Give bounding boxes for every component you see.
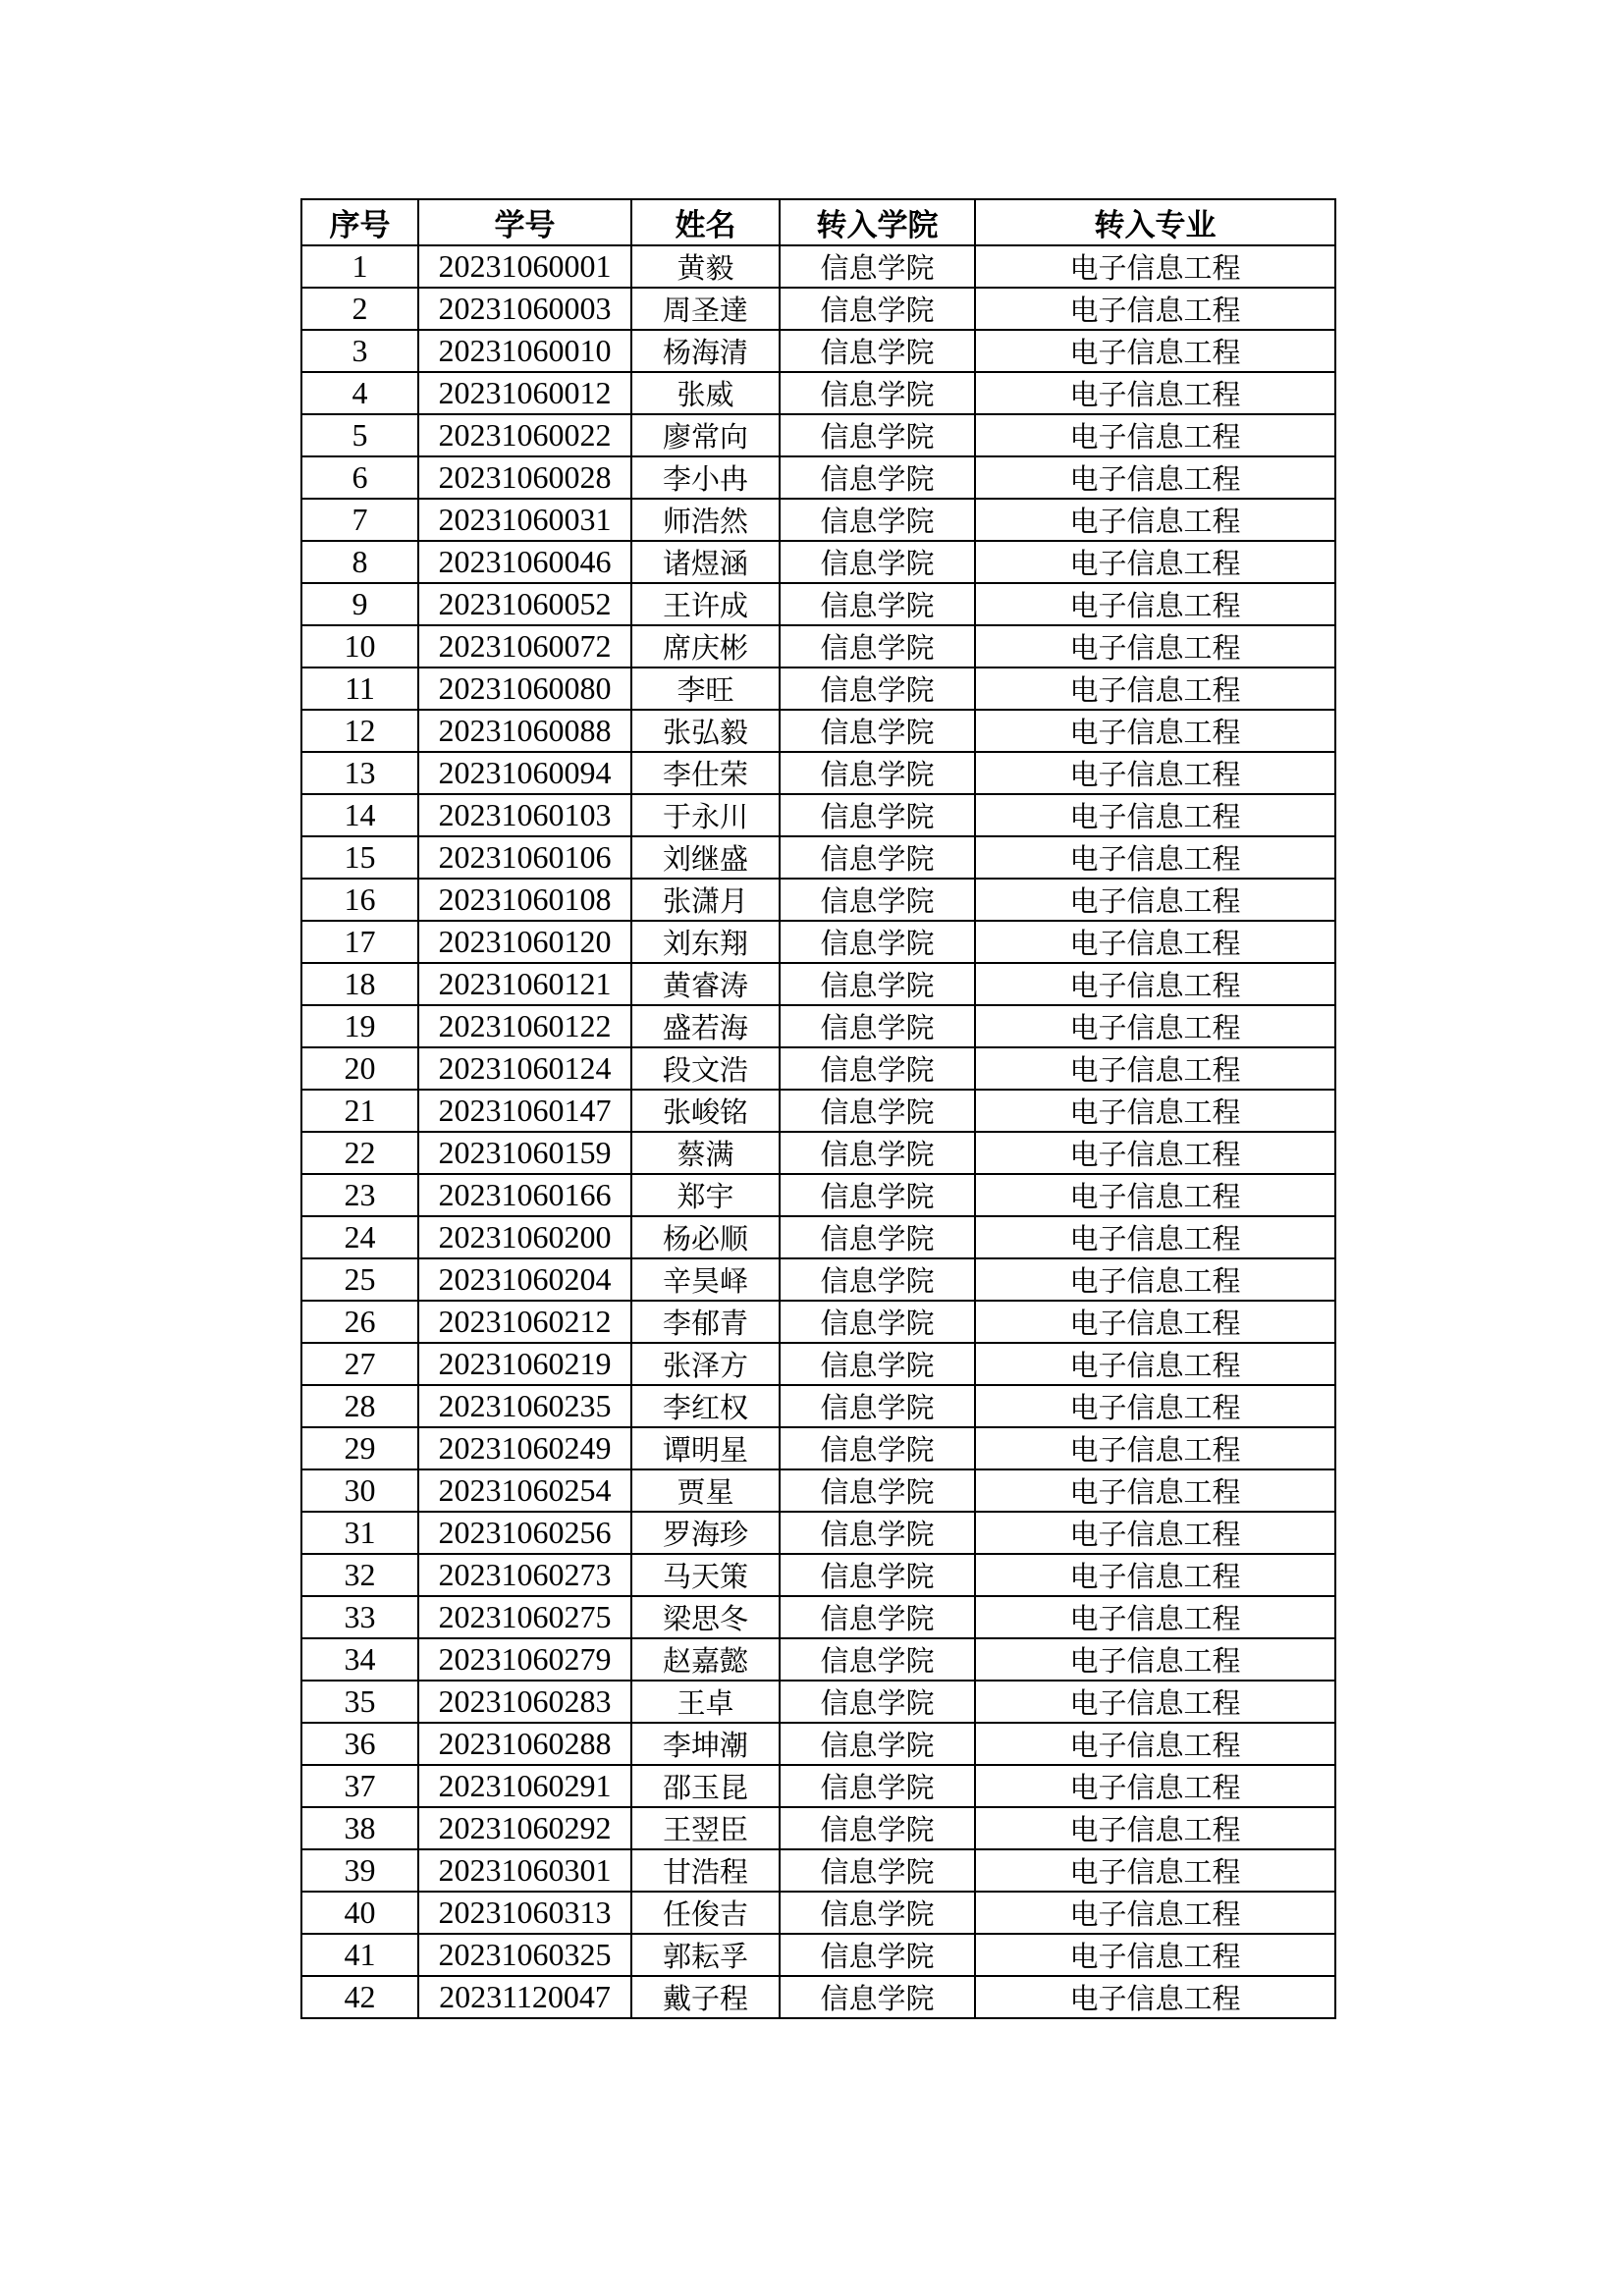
cell-seq: 34 [301, 1638, 418, 1681]
cell-student-id: 20231060283 [418, 1681, 631, 1723]
cell-major: 电子信息工程 [975, 1723, 1335, 1765]
table-row [301, 710, 1335, 752]
cell-college: 信息学院 [780, 1343, 975, 1385]
cell-student-id: 20231060254 [418, 1469, 631, 1512]
cell-student-id: 20231060122 [418, 1005, 631, 1047]
cell-seq: 37 [301, 1765, 418, 1807]
table-row [301, 1301, 1335, 1343]
cell-name: 段文浩 [631, 1047, 780, 1090]
table-row [301, 1849, 1335, 1892]
cell-major: 电子信息工程 [975, 836, 1335, 879]
cell-college: 信息学院 [780, 1723, 975, 1765]
cell-student-id: 20231060249 [418, 1427, 631, 1469]
cell-name: 师浩然 [631, 499, 780, 541]
cell-seq: 32 [301, 1554, 418, 1596]
cell-college: 信息学院 [780, 1469, 975, 1512]
cell-name: 王许成 [631, 583, 780, 625]
cell-major: 电子信息工程 [975, 1681, 1335, 1723]
cell-seq: 10 [301, 625, 418, 667]
cell-student-id: 20231060072 [418, 625, 631, 667]
cell-seq: 2 [301, 288, 418, 330]
cell-student-id: 20231060292 [418, 1807, 631, 1849]
cell-college: 信息学院 [780, 583, 975, 625]
cell-name: 席庆彬 [631, 625, 780, 667]
cell-name: 辛昊峄 [631, 1258, 780, 1301]
cell-seq: 33 [301, 1596, 418, 1638]
table-row [301, 1512, 1335, 1554]
cell-major: 电子信息工程 [975, 330, 1335, 372]
table-row [301, 1385, 1335, 1427]
cell-college: 信息学院 [780, 1132, 975, 1174]
cell-seq: 39 [301, 1849, 418, 1892]
cell-seq: 22 [301, 1132, 418, 1174]
cell-student-id: 20231060088 [418, 710, 631, 752]
cell-name: 贾星 [631, 1469, 780, 1512]
cell-seq: 18 [301, 963, 418, 1005]
cell-major: 电子信息工程 [975, 499, 1335, 541]
cell-college: 信息学院 [780, 1596, 975, 1638]
cell-seq: 40 [301, 1892, 418, 1934]
cell-college: 信息学院 [780, 372, 975, 414]
cell-student-id: 20231060159 [418, 1132, 631, 1174]
cell-major: 电子信息工程 [975, 710, 1335, 752]
cell-student-id: 20231060108 [418, 879, 631, 921]
cell-student-id: 20231060166 [418, 1174, 631, 1216]
cell-college: 信息学院 [780, 1385, 975, 1427]
table-row [301, 1765, 1335, 1807]
header-major: 转入专业 [975, 199, 1335, 245]
cell-seq: 28 [301, 1385, 418, 1427]
cell-major: 电子信息工程 [975, 372, 1335, 414]
cell-major: 电子信息工程 [975, 1976, 1335, 2018]
header-student-id: 学号 [418, 199, 631, 245]
cell-name: 张潇月 [631, 879, 780, 921]
cell-major: 电子信息工程 [975, 625, 1335, 667]
cell-student-id: 20231060106 [418, 836, 631, 879]
cell-seq: 6 [301, 456, 418, 499]
cell-name: 杨海清 [631, 330, 780, 372]
cell-seq: 27 [301, 1343, 418, 1385]
cell-name: 甘浩程 [631, 1849, 780, 1892]
cell-major: 电子信息工程 [975, 1849, 1335, 1892]
table-row [301, 1427, 1335, 1469]
cell-name: 赵嘉懿 [631, 1638, 780, 1681]
cell-college: 信息学院 [780, 1849, 975, 1892]
table-row [301, 1681, 1335, 1723]
cell-college: 信息学院 [780, 667, 975, 710]
table-row [301, 330, 1335, 372]
cell-student-id: 20231060010 [418, 330, 631, 372]
cell-student-id: 20231060204 [418, 1258, 631, 1301]
cell-college: 信息学院 [780, 879, 975, 921]
cell-college: 信息学院 [780, 710, 975, 752]
table-row [301, 499, 1335, 541]
cell-college: 信息学院 [780, 1005, 975, 1047]
cell-seq: 29 [301, 1427, 418, 1469]
table-row [301, 1216, 1335, 1258]
cell-college: 信息学院 [780, 921, 975, 963]
cell-major: 电子信息工程 [975, 1427, 1335, 1469]
cell-student-id: 20231060291 [418, 1765, 631, 1807]
cell-major: 电子信息工程 [975, 1301, 1335, 1343]
cell-major: 电子信息工程 [975, 288, 1335, 330]
cell-name: 蔡满 [631, 1132, 780, 1174]
cell-student-id: 20231060325 [418, 1934, 631, 1976]
cell-seq: 15 [301, 836, 418, 879]
table-row [301, 625, 1335, 667]
cell-student-id: 20231060052 [418, 583, 631, 625]
cell-student-id: 20231060313 [418, 1892, 631, 1934]
cell-name: 刘继盛 [631, 836, 780, 879]
cell-student-id: 20231060080 [418, 667, 631, 710]
cell-seq: 21 [301, 1090, 418, 1132]
cell-student-id: 20231060212 [418, 1301, 631, 1343]
cell-seq: 14 [301, 794, 418, 836]
cell-major: 电子信息工程 [975, 1174, 1335, 1216]
cell-student-id: 20231060022 [418, 414, 631, 456]
cell-seq: 9 [301, 583, 418, 625]
cell-college: 信息学院 [780, 330, 975, 372]
cell-major: 电子信息工程 [975, 1892, 1335, 1934]
cell-student-id: 20231060279 [418, 1638, 631, 1681]
cell-major: 电子信息工程 [975, 1047, 1335, 1090]
cell-seq: 8 [301, 541, 418, 583]
cell-student-id: 20231060219 [418, 1343, 631, 1385]
cell-major: 电子信息工程 [975, 752, 1335, 794]
table-row [301, 963, 1335, 1005]
table-row [301, 1976, 1335, 2018]
cell-seq: 35 [301, 1681, 418, 1723]
cell-seq: 11 [301, 667, 418, 710]
cell-name: 郑宇 [631, 1174, 780, 1216]
cell-student-id: 20231060301 [418, 1849, 631, 1892]
cell-major: 电子信息工程 [975, 456, 1335, 499]
cell-student-id: 20231060147 [418, 1090, 631, 1132]
table-row [301, 541, 1335, 583]
cell-seq: 30 [301, 1469, 418, 1512]
cell-major: 电子信息工程 [975, 1005, 1335, 1047]
table-header [301, 199, 1335, 245]
cell-name: 李郁青 [631, 1301, 780, 1343]
cell-major: 电子信息工程 [975, 1765, 1335, 1807]
cell-name: 李坤潮 [631, 1723, 780, 1765]
cell-name: 廖常向 [631, 414, 780, 456]
cell-seq: 31 [301, 1512, 418, 1554]
cell-college: 信息学院 [780, 245, 975, 288]
table-body [301, 245, 1335, 2018]
cell-college: 信息学院 [780, 1090, 975, 1132]
cell-student-id: 20231060094 [418, 752, 631, 794]
cell-college: 信息学院 [780, 1807, 975, 1849]
table-row [301, 667, 1335, 710]
table-row [301, 1005, 1335, 1047]
cell-name: 李仕荣 [631, 752, 780, 794]
header-seq: 序号 [301, 199, 418, 245]
cell-college: 信息学院 [780, 1638, 975, 1681]
cell-name: 任俊吉 [631, 1892, 780, 1934]
cell-name: 周圣達 [631, 288, 780, 330]
cell-student-id: 20231060012 [418, 372, 631, 414]
cell-student-id: 20231060120 [418, 921, 631, 963]
cell-major: 电子信息工程 [975, 1132, 1335, 1174]
cell-name: 戴子程 [631, 1976, 780, 2018]
cell-student-id: 20231060256 [418, 1512, 631, 1554]
table-row [301, 1596, 1335, 1638]
cell-name: 诸煜涵 [631, 541, 780, 583]
cell-name: 张威 [631, 372, 780, 414]
cell-seq: 24 [301, 1216, 418, 1258]
cell-major: 电子信息工程 [975, 1385, 1335, 1427]
cell-college: 信息学院 [780, 1976, 975, 2018]
table-row [301, 372, 1335, 414]
cell-seq: 20 [301, 1047, 418, 1090]
cell-major: 电子信息工程 [975, 794, 1335, 836]
cell-major: 电子信息工程 [975, 879, 1335, 921]
table-row [301, 1258, 1335, 1301]
cell-student-id: 20231060273 [418, 1554, 631, 1596]
cell-student-id: 20231060001 [418, 245, 631, 288]
cell-name: 盛若海 [631, 1005, 780, 1047]
cell-name: 刘东翔 [631, 921, 780, 963]
table-row [301, 836, 1335, 879]
cell-student-id: 20231060288 [418, 1723, 631, 1765]
cell-major: 电子信息工程 [975, 1807, 1335, 1849]
cell-name: 李小冉 [631, 456, 780, 499]
cell-seq: 41 [301, 1934, 418, 1976]
cell-college: 信息学院 [780, 414, 975, 456]
table-row [301, 245, 1335, 288]
table-row [301, 752, 1335, 794]
cell-major: 电子信息工程 [975, 245, 1335, 288]
cell-student-id: 20231060121 [418, 963, 631, 1005]
cell-student-id: 20231060124 [418, 1047, 631, 1090]
header-college: 转入学院 [780, 199, 975, 245]
cell-seq: 25 [301, 1258, 418, 1301]
cell-seq: 17 [301, 921, 418, 963]
cell-major: 电子信息工程 [975, 667, 1335, 710]
cell-name: 张弘毅 [631, 710, 780, 752]
table-row [301, 1934, 1335, 1976]
cell-college: 信息学院 [780, 1174, 975, 1216]
cell-student-id: 20231060103 [418, 794, 631, 836]
cell-student-id: 20231060235 [418, 1385, 631, 1427]
cell-name: 马天策 [631, 1554, 780, 1596]
cell-college: 信息学院 [780, 1427, 975, 1469]
cell-seq: 19 [301, 1005, 418, 1047]
cell-name: 张峻铭 [631, 1090, 780, 1132]
cell-seq: 4 [301, 372, 418, 414]
cell-college: 信息学院 [780, 1216, 975, 1258]
cell-major: 电子信息工程 [975, 1512, 1335, 1554]
cell-college: 信息学院 [780, 1512, 975, 1554]
table-row [301, 1132, 1335, 1174]
cell-name: 于永川 [631, 794, 780, 836]
table-row [301, 1807, 1335, 1849]
cell-name: 王翌臣 [631, 1807, 780, 1849]
table-row [301, 794, 1335, 836]
cell-college: 信息学院 [780, 1934, 975, 1976]
cell-name: 李红权 [631, 1385, 780, 1427]
table-row [301, 879, 1335, 921]
table-row [301, 583, 1335, 625]
cell-college: 信息学院 [780, 1892, 975, 1934]
table-row [301, 1469, 1335, 1512]
cell-name: 黄毅 [631, 245, 780, 288]
cell-name: 黄睿涛 [631, 963, 780, 1005]
cell-student-id: 20231060028 [418, 456, 631, 499]
table-row [301, 1892, 1335, 1934]
cell-college: 信息学院 [780, 499, 975, 541]
table-row [301, 1638, 1335, 1681]
cell-college: 信息学院 [780, 836, 975, 879]
cell-name: 谭明星 [631, 1427, 780, 1469]
table-row [301, 414, 1335, 456]
cell-seq: 26 [301, 1301, 418, 1343]
cell-major: 电子信息工程 [975, 1090, 1335, 1132]
cell-major: 电子信息工程 [975, 1638, 1335, 1681]
cell-seq: 36 [301, 1723, 418, 1765]
header-name: 姓名 [631, 199, 780, 245]
cell-major: 电子信息工程 [975, 1554, 1335, 1596]
cell-major: 电子信息工程 [975, 583, 1335, 625]
cell-seq: 42 [301, 1976, 418, 2018]
cell-college: 信息学院 [780, 1554, 975, 1596]
table-row [301, 1174, 1335, 1216]
cell-student-id: 20231060031 [418, 499, 631, 541]
header-row [301, 199, 1335, 245]
cell-college: 信息学院 [780, 1765, 975, 1807]
table-row [301, 456, 1335, 499]
cell-college: 信息学院 [780, 456, 975, 499]
cell-major: 电子信息工程 [975, 1258, 1335, 1301]
cell-major: 电子信息工程 [975, 541, 1335, 583]
cell-student-id: 20231060200 [418, 1216, 631, 1258]
cell-major: 电子信息工程 [975, 1469, 1335, 1512]
cell-student-id: 20231060046 [418, 541, 631, 583]
cell-college: 信息学院 [780, 794, 975, 836]
table-row [301, 288, 1335, 330]
cell-major: 电子信息工程 [975, 414, 1335, 456]
cell-seq: 3 [301, 330, 418, 372]
cell-college: 信息学院 [780, 752, 975, 794]
cell-major: 电子信息工程 [975, 1216, 1335, 1258]
cell-student-id: 20231120047 [418, 1976, 631, 2018]
cell-college: 信息学院 [780, 1301, 975, 1343]
cell-name: 罗海珍 [631, 1512, 780, 1554]
cell-name: 杨必顺 [631, 1216, 780, 1258]
cell-name: 郭耘孚 [631, 1934, 780, 1976]
cell-seq: 12 [301, 710, 418, 752]
cell-college: 信息学院 [780, 1258, 975, 1301]
cell-college: 信息学院 [780, 1047, 975, 1090]
table-row [301, 1723, 1335, 1765]
cell-college: 信息学院 [780, 541, 975, 583]
cell-seq: 13 [301, 752, 418, 794]
cell-seq: 1 [301, 245, 418, 288]
cell-major: 电子信息工程 [975, 1596, 1335, 1638]
cell-seq: 16 [301, 879, 418, 921]
cell-college: 信息学院 [780, 963, 975, 1005]
table-row [301, 1090, 1335, 1132]
transfer-student-table [300, 198, 1336, 2019]
cell-seq: 5 [301, 414, 418, 456]
cell-college: 信息学院 [780, 1681, 975, 1723]
cell-seq: 7 [301, 499, 418, 541]
cell-seq: 38 [301, 1807, 418, 1849]
cell-seq: 23 [301, 1174, 418, 1216]
cell-name: 李旺 [631, 667, 780, 710]
cell-major: 电子信息工程 [975, 963, 1335, 1005]
table-row [301, 1343, 1335, 1385]
cell-name: 王卓 [631, 1681, 780, 1723]
table-row [301, 1554, 1335, 1596]
cell-name: 梁思冬 [631, 1596, 780, 1638]
cell-name: 邵玉昆 [631, 1765, 780, 1807]
cell-college: 信息学院 [780, 288, 975, 330]
cell-major: 电子信息工程 [975, 1934, 1335, 1976]
cell-student-id: 20231060275 [418, 1596, 631, 1638]
cell-major: 电子信息工程 [975, 921, 1335, 963]
cell-college: 信息学院 [780, 625, 975, 667]
table-row [301, 921, 1335, 963]
table-row [301, 1047, 1335, 1090]
cell-major: 电子信息工程 [975, 1343, 1335, 1385]
cell-student-id: 20231060003 [418, 288, 631, 330]
cell-name: 张泽方 [631, 1343, 780, 1385]
